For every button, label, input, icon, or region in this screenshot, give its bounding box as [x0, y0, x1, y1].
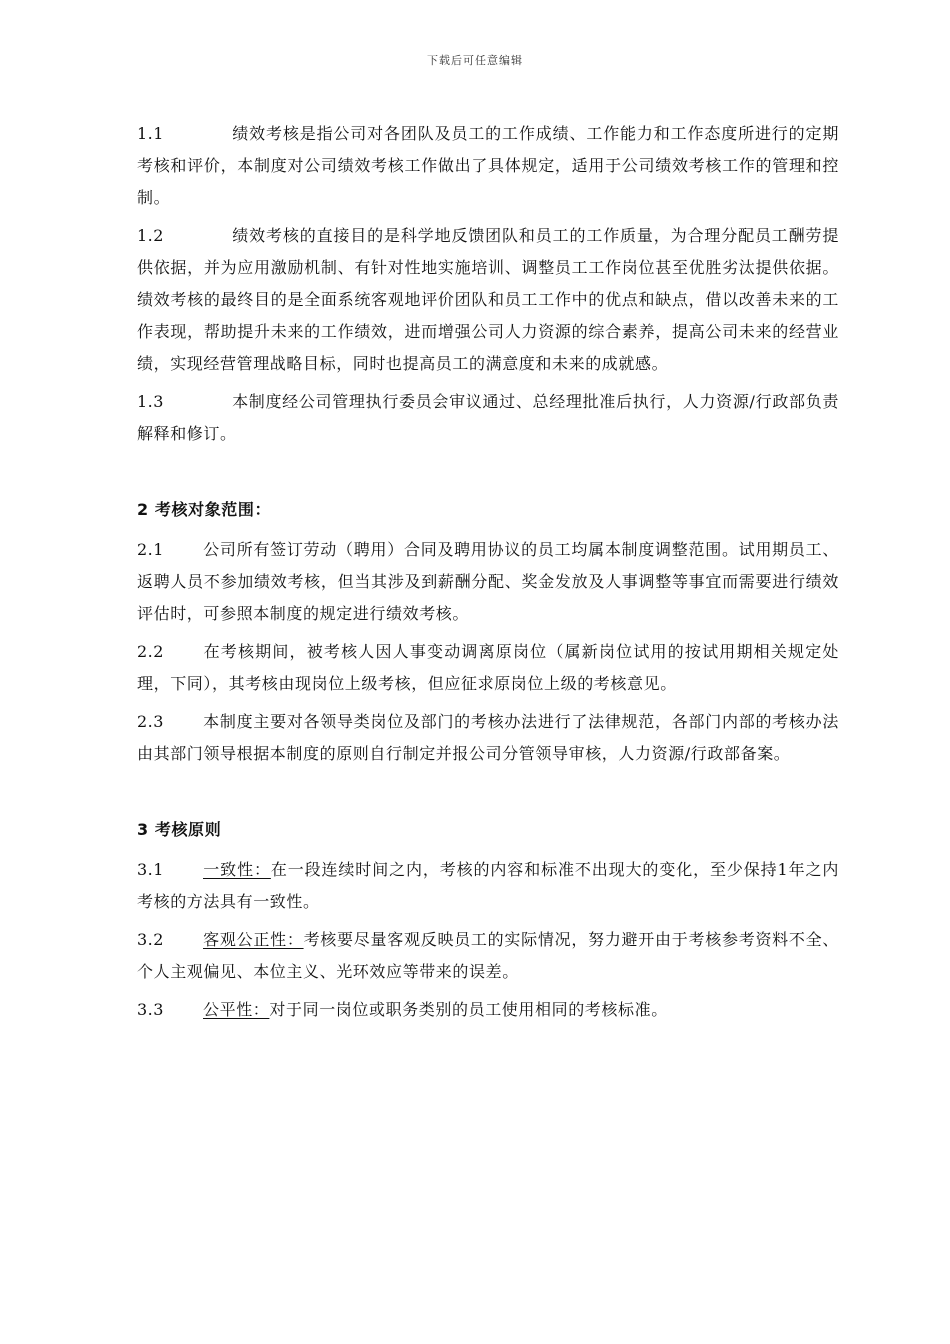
clause-text: 绩效考核是指公司对各团队及员工的工作成绩、工作能力和工作态度所进行的定期考核和评价，本制度对公司绩效考核工作做出了具体规定，适用于公司绩效考核工作的管理和控制。 — [137, 124, 839, 207]
clause-number: 2.2 — [137, 642, 164, 661]
paragraph-1-1 — [137, 118, 839, 214]
principle-term: 客观公正性： — [203, 930, 304, 949]
clause-text: 对于同一岗位或职务类别的员工使用相同的考核标准。 — [269, 1000, 668, 1019]
clause-text: 在考核期间，被考核人因人事变动调离原岗位（属新岗位试用的按试用期相关规定处理，下同），其考核由现岗位上级考核，但应征求原岗位上级的考核意见。 — [137, 642, 839, 693]
clause-text: 在一段连续时间之内，考核的内容和标准不出现大的变化，至少保持1年之内考核的方法具有一致性。 — [137, 860, 839, 911]
principle-term: 公平性： — [203, 1000, 270, 1019]
paragraph-3-1 — [137, 854, 839, 918]
clause-number: 3.3 — [137, 1000, 164, 1019]
paragraph-2-1 — [137, 534, 839, 630]
clause-text: 考核要尽量客观反映员工的实际情况，努力避开由于考核参考资料不全、个人主观偏见、本位主义、光环效应等带来的误差。 — [137, 930, 839, 981]
paragraph-1-2 — [137, 220, 839, 380]
clause-number: 2.1 — [137, 540, 164, 559]
section-1 — [137, 118, 839, 450]
paragraph-3-2 — [137, 924, 839, 988]
header-note: 下载后可任意编辑 — [427, 54, 523, 67]
clause-text: 本制度主要对各领导类岗位及部门的考核办法进行了法律规范，各部门内部的考核办法由其部门领导根据本制度的原则自行制定并报公司分管领导审核，人力资源/行政部备案。 — [137, 712, 839, 763]
document-body — [137, 118, 839, 1032]
paragraph-2-2 — [137, 636, 839, 700]
paragraph-1-3 — [137, 386, 839, 450]
section-2 — [137, 494, 839, 770]
section-heading: 2 考核对象范围： — [137, 500, 272, 519]
clause-text: 绩效考核的直接目的是科学地反馈团队和员工的工作质量，为合理分配员工酬劳提供依据，并为应用激励机制、有针对性地实施培训、调整员工工作岗位甚至优胜劣汰提供依据。绩效考核的最终目的是全面系统客观地评价团队和员工工作中的优点和缺点，借以改善未来的工作表现，帮助提升未来的工作绩效，进而增强公司人力资源的综合素养，提高公司未来的经营业绩，实现经营管理战略目标，同时也提高员工的满意度和未来的成就感。 — [137, 226, 839, 373]
clause-number: 2.3 — [137, 712, 164, 731]
clause-number: 1.2 — [137, 226, 164, 245]
clause-number: 1.1 — [137, 124, 164, 143]
clause-number: 1.3 — [137, 392, 164, 411]
section-heading: 3 考核原则 — [137, 820, 222, 839]
paragraph-3-3 — [137, 994, 839, 1026]
principle-term: 一致性： — [203, 860, 271, 879]
clause-text: 本制度经公司管理执行委员会审议通过、总经理批准后执行，人力资源/行政部负责解释和修订。 — [137, 392, 839, 443]
clause-text: 公司所有签订劳动（聘用）合同及聘用协议的员工均属本制度调整范围。试用期员工、返聘人员不参加绩效考核，但当其涉及到薪酬分配、奖金发放及人事调整等事宜而需要进行绩效评估时，可参照本制度的规定进行绩效考核。 — [137, 540, 839, 623]
clause-number: 3.2 — [137, 930, 164, 949]
clause-number: 3.1 — [137, 860, 164, 879]
section-3 — [137, 814, 839, 1026]
paragraph-2-3 — [137, 706, 839, 770]
